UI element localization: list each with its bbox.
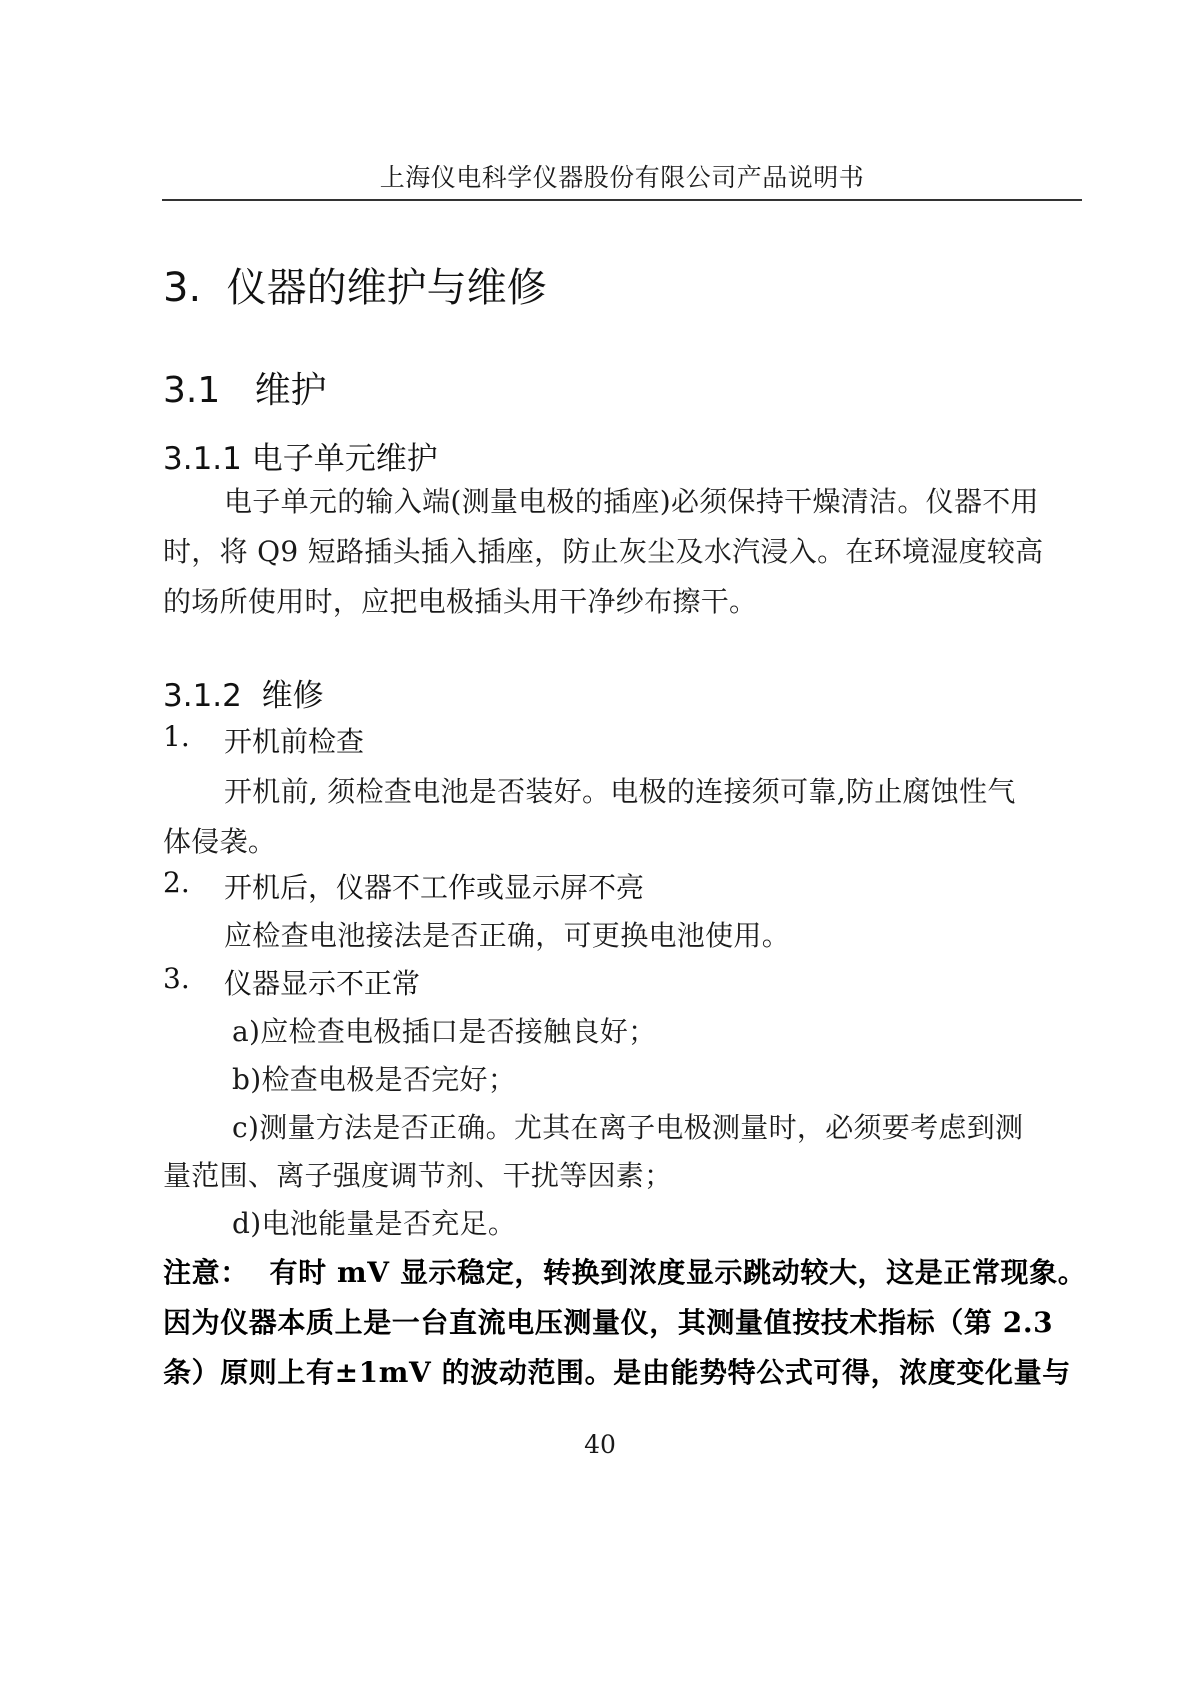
sub-item-d: d)电池能量是否充足。	[232, 1207, 517, 1240]
running-header: 上海仪电科学仪器股份有限公司产品说明书	[379, 163, 865, 192]
sub-item-a: a)应检查电极插口是否接触良好；	[232, 1015, 657, 1048]
list-item-number: 3.	[163, 962, 190, 995]
sub-item-c-continued: 量范围、离子强度调节剂、干扰等因素；	[163, 1159, 673, 1192]
list-item-title: 开机后，仪器不工作或显示屏不亮	[224, 871, 645, 904]
section-heading-3-1-1: 3.1.1 电子单元维护	[163, 441, 438, 477]
paragraph-line: 的场所使用时，应把电极插头用干净纱布擦干。	[163, 585, 758, 618]
section-heading-3-1: 3.1 维护	[163, 370, 327, 411]
note-line: 因为仪器本质上是一台直流电压测量仪，其测量值按技术指标（第 2.3	[163, 1306, 1054, 1339]
paragraph-line: 电子单元的输入端(测量电极的插座)必须保持干燥清洁。仪器不用	[224, 485, 1039, 518]
list-item-title: 仪器显示不正常	[224, 967, 421, 1000]
paragraph-line: 时，将 Q9 短路插头插入插座，防止灰尘及水汽浸入。在环境湿度较高	[163, 535, 1044, 568]
note-line: 注意： 有时 mV 显示稳定，转换到浓度显示跳动较大，这是正常现象。	[163, 1256, 1087, 1289]
sub-item-b: b)检查电极是否完好；	[232, 1063, 517, 1096]
chapter-heading: 3. 仪器的维护与维修	[163, 265, 547, 311]
list-item-body-line: 应检查电池接法是否正确，可更换电池使用。	[224, 919, 791, 952]
section-heading-3-1-2: 3.1.2 维修	[163, 678, 324, 714]
note-line: 条）原则上有±1mV 的波动范围。是由能势特公式可得，浓度变化量与	[163, 1356, 1071, 1389]
sub-item-c: c)测量方法是否正确。尤其在离子电极测量时，必须要考虑到测	[232, 1111, 1024, 1144]
list-item-body-line: 开机前, 须检查电池是否装好。电极的连接须可靠,防止腐蚀性气	[224, 775, 1016, 808]
page-number: 40	[584, 1430, 616, 1459]
list-item-body-line: 体侵袭。	[163, 825, 277, 858]
list-item-number: 2.	[163, 866, 190, 899]
list-item-title: 开机前检查	[224, 725, 365, 758]
header-divider	[162, 199, 1082, 201]
list-item-number: 1.	[163, 720, 190, 753]
